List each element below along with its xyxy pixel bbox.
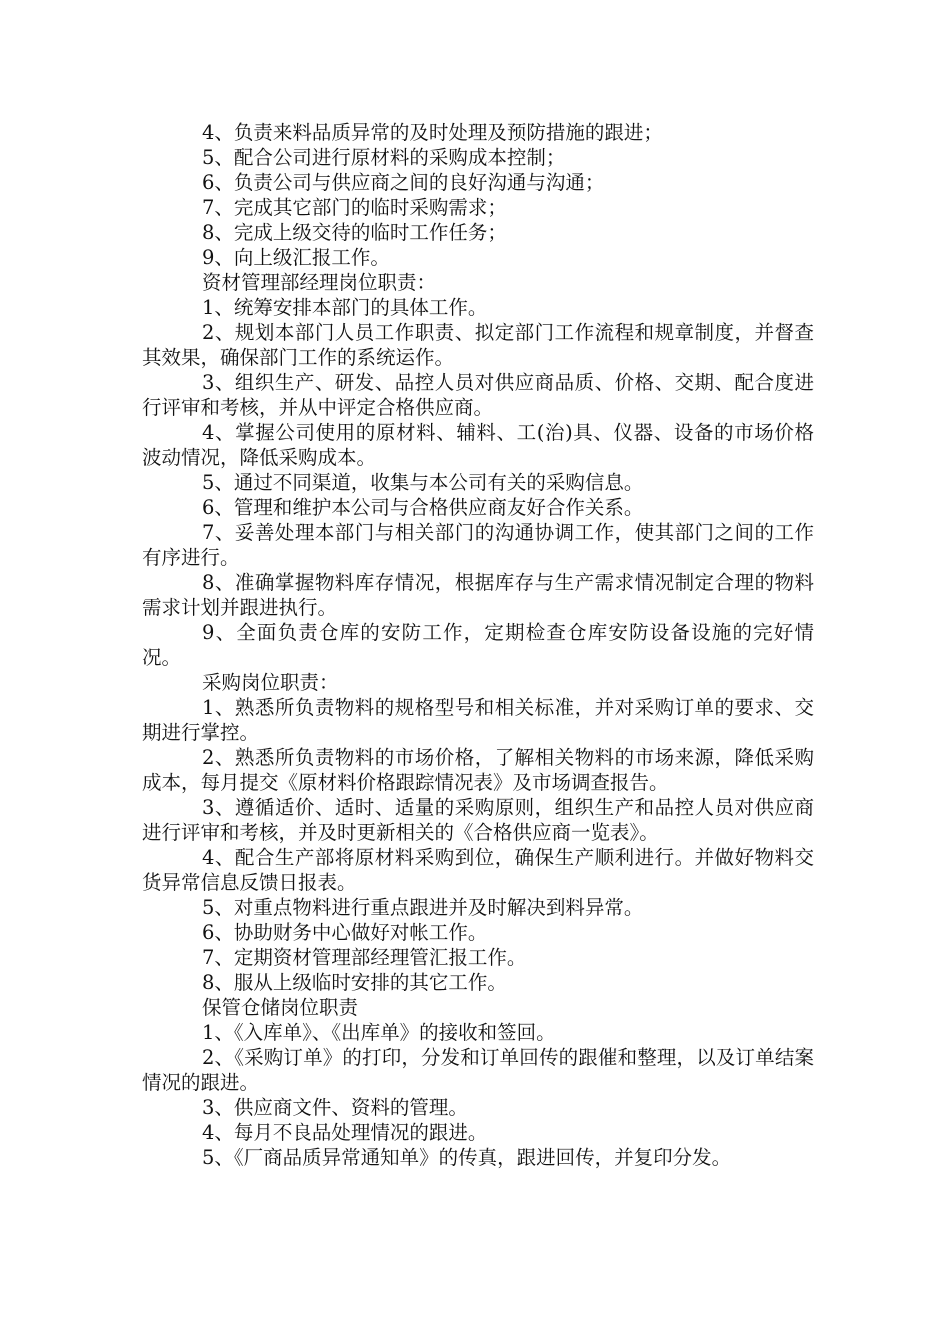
paragraph-20: 5、对重点物料进行重点跟进并及时解决到料异常。 bbox=[202, 896, 644, 919]
paragraph-10: 4、掌握公司使用的原材料、辅料、工(治)具、仪器、设备的市场价格波动情况，降低采购成本。 bbox=[142, 421, 814, 469]
paragraph-5: 8、完成上级交待的临时工作任务； bbox=[202, 221, 507, 244]
paragraph-14: 8、准确掌握物料库存情况，根据库存与生产需求情况制定合理的物料需求计划并跟进执行。 bbox=[142, 571, 814, 619]
paragraph-9: 3、组织生产、研发、品控人员对供应商品质、价格、交期、配合度进行评审和考核，并从中评定合格供应商。 bbox=[142, 371, 814, 419]
paragraph-16: 1、熟悉所负责物料的规格型号和相关标准，并对采购订单的要求、交期进行掌控。 bbox=[142, 696, 814, 744]
paragraph-23: 8、服从上级临时安排的其它工作。 bbox=[202, 971, 507, 994]
paragraph-3: 6、负责公司与供应商之间的良好沟通与沟通； bbox=[202, 171, 605, 194]
paragraph-8: 2、规划本部门人员工作职责、拟定部门工作流程和规章制度，并督查其效果，确保部门工作的系统运作。 bbox=[142, 321, 814, 369]
paragraph-25: 2、《采购订单》的打印，分发和订单回传的跟催和整理，以及订单结案情况的跟进。 bbox=[142, 1046, 814, 1094]
paragraph-26: 3、供应商文件、资料的管理。 bbox=[202, 1096, 468, 1119]
section-heading-warehouse: 保管仓储岗位职责 bbox=[202, 996, 359, 1019]
section-heading-materials-manager: 资材管理部经理岗位职责： bbox=[202, 271, 437, 294]
paragraph-17: 2、熟悉所负责物料的市场价格，了解相关物料的市场来源，降低采购成本，每月提交《原材料价格跟踪情况表》及市场调查报告。 bbox=[142, 746, 814, 794]
paragraph-15: 9、全面负责仓库的安防工作，定期检查仓库安防设备设施的完好情况。 bbox=[142, 621, 814, 669]
document-body bbox=[142, 120, 814, 1170]
paragraph-12: 6、管理和维护本公司与合格供应商友好合作关系。 bbox=[202, 496, 644, 519]
section-heading-purchasing: 采购岗位职责： bbox=[202, 671, 339, 694]
paragraph-4: 7、完成其它部门的临时采购需求； bbox=[202, 196, 507, 219]
paragraph-6: 9、向上级汇报工作。 bbox=[202, 246, 390, 269]
paragraph-18: 3、遵循适价、适时、适量的采购原则，组织生产和品控人员对供应商进行评审和考核，并及时更新相关的《合格供应商一览表》。 bbox=[142, 796, 814, 844]
paragraph-22: 7、定期资材管理部经理管汇报工作。 bbox=[202, 946, 527, 969]
paragraph-11: 5、通过不同渠道，收集与本公司有关的采购信息。 bbox=[202, 471, 644, 494]
paragraph-28: 5、《厂商品质异常通知单》的传真，跟进回传，并复印分发。 bbox=[202, 1146, 732, 1169]
paragraph-2: 5、配合公司进行原材料的采购成本控制； bbox=[202, 146, 566, 169]
paragraph-13: 7、妥善处理本部门与相关部门的沟通协调工作，使其部门之间的工作有序进行。 bbox=[142, 521, 814, 569]
paragraph-1: 4、负责来料品质异常的及时处理及预防措施的跟进； bbox=[202, 121, 663, 144]
paragraph-19: 4、配合生产部将原材料采购到位，确保生产顺利进行。并做好物料交货异常信息反馈日报表。 bbox=[142, 846, 814, 894]
paragraph-21: 6、协助财务中心做好对帐工作。 bbox=[202, 921, 488, 944]
paragraph-7: 1、统筹安排本部门的具体工作。 bbox=[202, 296, 488, 319]
paragraph-27: 4、每月不良品处理情况的跟进。 bbox=[202, 1121, 488, 1144]
paragraph-24: 1、《入库单》、《出库单》的接收和签回。 bbox=[202, 1021, 556, 1044]
